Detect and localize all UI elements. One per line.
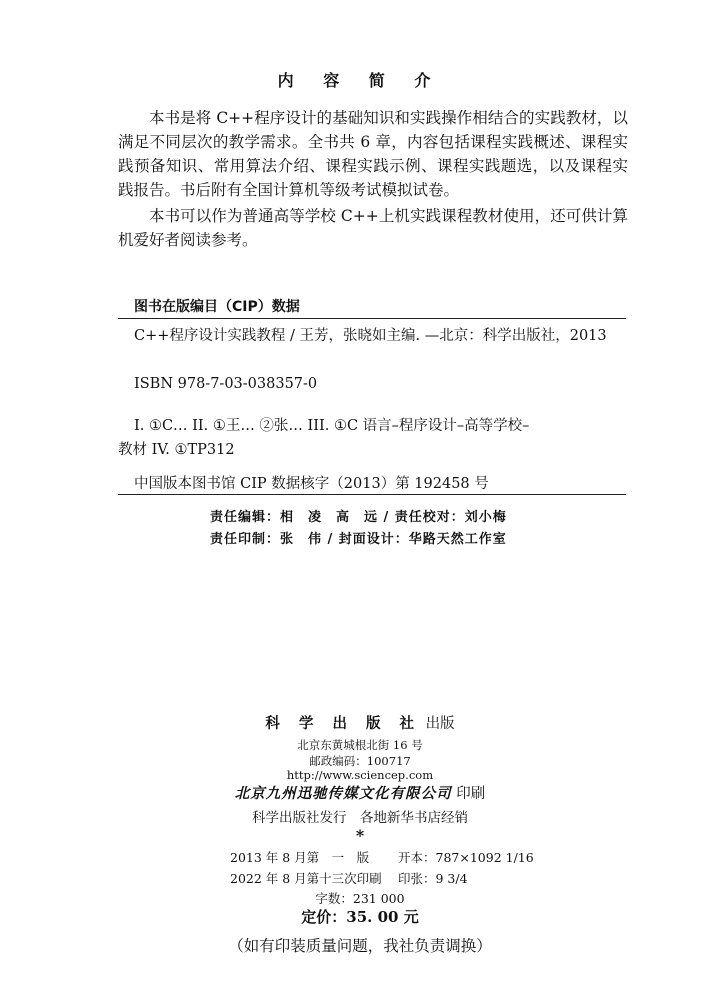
publisher-suffix: 出版 bbox=[425, 716, 455, 732]
distribution-line: 科学出版社发行 各地新华书店经销 bbox=[252, 810, 468, 826]
cip-isbn: ISBN 978-7-03-038357-0 bbox=[134, 376, 318, 392]
cip-book-line: C++程序设计实践教程 / 王芳，张晓如主编. —北京：科学出版社，2013 bbox=[134, 328, 607, 344]
separator-star: * bbox=[355, 826, 365, 845]
publisher-postcode: 邮政编码：100717 bbox=[309, 754, 411, 768]
format-size: 开本：787×1092 1/16 bbox=[398, 850, 534, 865]
sheet-count: 印张：9 3/4 bbox=[398, 871, 468, 886]
cip-top-rule bbox=[118, 318, 626, 319]
edition-row bbox=[230, 848, 534, 866]
intro-paragraph-1: 本书是将 C++程序设计的基础知识和实践操作相结合的实践教材，以满足不同层次的教学需求。全书共 6 章，内容包括课程实践概述、课程实践预备知识、常用算法介绍、课程实践示例、课程实践题选，以及课程实践报告。书后附有全国计算机等级考试模拟试卷。 bbox=[118, 109, 628, 199]
intro-title: 内 容 简 介 bbox=[277, 71, 443, 90]
cip-heading: 图书在版编目（CIP）数据 bbox=[134, 299, 300, 315]
price: 定价：35. 00 元 bbox=[301, 908, 419, 926]
staff-editors: 责任编辑：相 凌 高 远 / 责任校对：刘小梅 bbox=[210, 510, 507, 525]
intro-paragraph-2: 本书可以作为普通高等学校 C++上机实践课程教材使用，还可供计算机爱好者阅读参考。 bbox=[118, 207, 628, 249]
publisher-line bbox=[0, 712, 720, 733]
cip-classification-line-1: I. ①C… II. ①王… ②张… III. ①C 语言–程序设计–高等学校– bbox=[134, 418, 530, 434]
quality-notice: （如有印装质量问题，我社负责调换） bbox=[228, 937, 492, 955]
printing-row bbox=[230, 869, 468, 887]
cip-classification-line-2: 教材 IV. ①TP312 bbox=[118, 442, 235, 458]
printing-date: 2022 年 8 月第十三次印刷 bbox=[230, 871, 382, 886]
printer-line bbox=[0, 782, 720, 803]
cip-classification bbox=[118, 414, 626, 462]
publisher-address: 北京东黄城根北街 16 号 bbox=[297, 738, 423, 752]
cip-number: 中国版本图书馆 CIP 数据核字（2013）第 192458 号 bbox=[134, 476, 489, 492]
printer-name: 北京九州迅驰传媒文化有限公司 bbox=[234, 786, 452, 802]
staff-production: 责任印制：张 伟 / 封面设计：华路天然工作室 bbox=[210, 532, 507, 547]
publisher-url: http://www.sciencep.com bbox=[286, 768, 434, 782]
word-count: 字数：231 000 bbox=[315, 891, 405, 906]
publisher-name: 科 学 出 版 社 bbox=[265, 716, 422, 732]
cip-bottom-rule bbox=[118, 494, 626, 495]
edition-date: 2013 年 8 月第 一 版 bbox=[230, 850, 370, 865]
printer-suffix: 印刷 bbox=[456, 786, 486, 802]
